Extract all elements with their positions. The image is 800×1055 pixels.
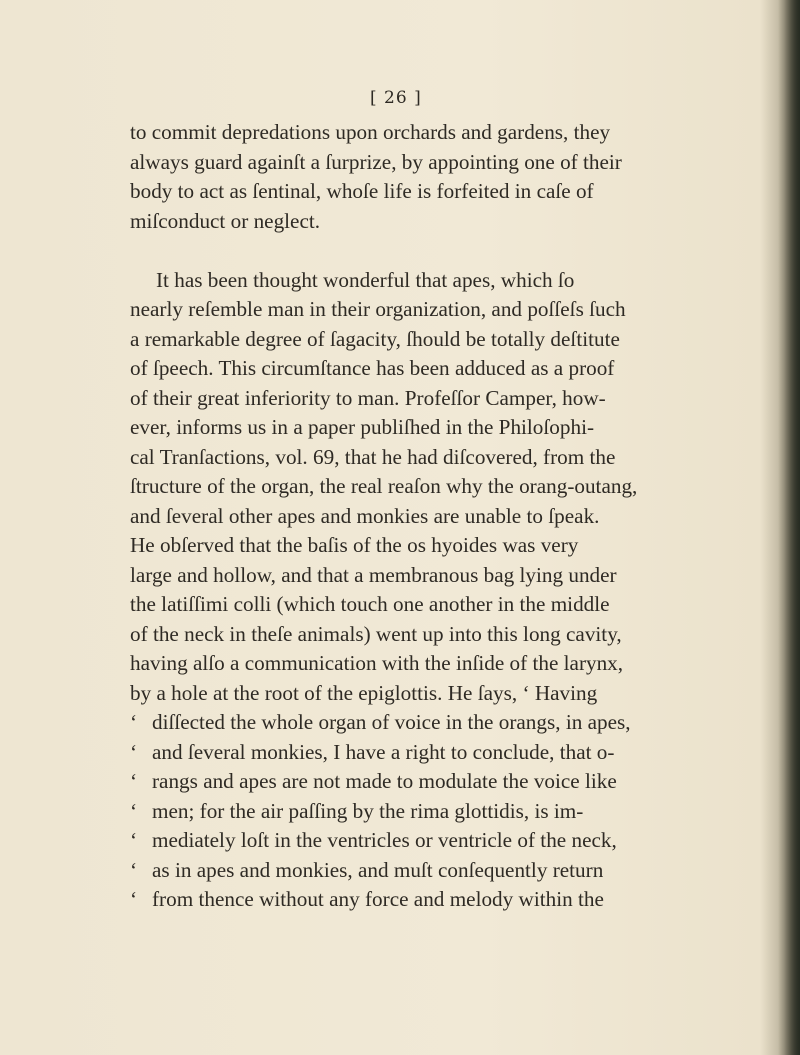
quote-mark: ‘ (130, 769, 138, 793)
text-line: ſtructure of the organ, the real reaſon why the orang-outang, (130, 474, 638, 498)
quoted-line (130, 797, 760, 827)
body-text (130, 118, 760, 915)
page-number: [ 26 ] (370, 88, 422, 108)
text-line: from thence without any force and melody within the (152, 887, 604, 911)
text-line: to commit depredations upon orchards and gardens, they (130, 120, 611, 144)
quoted-line (130, 738, 760, 768)
text-line: a remarkable degree of ſagacity, ſhould be totally deſtitute (130, 326, 620, 351)
text-line: large and hollow, and that a membranous bag lying under (130, 562, 617, 587)
text-line: cal Tranſactions, vol. 69, that he had diſcovered, from the (130, 444, 616, 469)
text-line: by a hole at the root of the epiglottis. He ſays, ‘ Having (130, 680, 598, 705)
paragraph-1 (130, 118, 760, 236)
text-line: He obſerved that the baſis of the os hyoides was very (130, 533, 579, 557)
text-line: mediately loſt in the ventricles or ventricle of the neck, (152, 828, 617, 852)
text-line: always guard againſt a ſurprize, by appointing one of their (130, 149, 622, 174)
text-line: ever, informs us in a paper publiſhed in the Philoſophi- (130, 415, 595, 439)
quote-mark: ‘ (130, 798, 138, 823)
text-line: as in apes and monkies, and muſt conſequently return (152, 857, 604, 882)
quoted-line (130, 856, 760, 886)
quote-mark: ‘ (130, 887, 138, 911)
text-line: nearly reſemble man in their organization, and poſſeſs ſuch (130, 297, 626, 321)
quote-mark: ‘ (130, 828, 138, 852)
paragraph-2 (130, 266, 760, 915)
text-line: miſconduct or neglect. (130, 208, 321, 233)
quoted-line (130, 826, 760, 856)
quote-mark: ‘ (130, 739, 138, 764)
quoted-line (130, 767, 760, 797)
text-line: body to act as ſentinal, whoſe life is forfeited in caſe of (130, 179, 594, 203)
quote-mark: ‘ (130, 857, 138, 882)
text-line: and ſeveral monkies, I have a right to conclude, that o- (152, 739, 615, 764)
text-line: rangs and apes are not made to modulate the voice like (152, 769, 617, 793)
text-line: diſſected the whole organ of voice in the orangs, in apes, (152, 710, 631, 734)
text-line: of the neck in theſe animals) went up into this long cavity, (130, 621, 622, 646)
text-line: having alſo a communication with the inſide of the larynx, (130, 651, 624, 675)
text-line: men; for the air paſſing by the rima glottidis, is im- (152, 798, 584, 823)
quote-mark: ‘ (130, 710, 138, 734)
text-line: It has been thought wonderful that apes, which ſo (156, 267, 575, 292)
quoted-line (130, 708, 760, 738)
text-line: of ſpeech. This circumſtance has been adduced as a proof (130, 356, 615, 380)
page-edge-shadow (778, 0, 800, 1055)
text-line: the latiſſimi colli (which touch one another in the middle (130, 592, 610, 616)
text-line: and ſeveral other apes and monkies are unable to ſpeak. (130, 503, 600, 528)
text-line: of their great inferiority to man. Profeſſor Camper, how- (130, 385, 606, 410)
quoted-line (130, 885, 760, 915)
